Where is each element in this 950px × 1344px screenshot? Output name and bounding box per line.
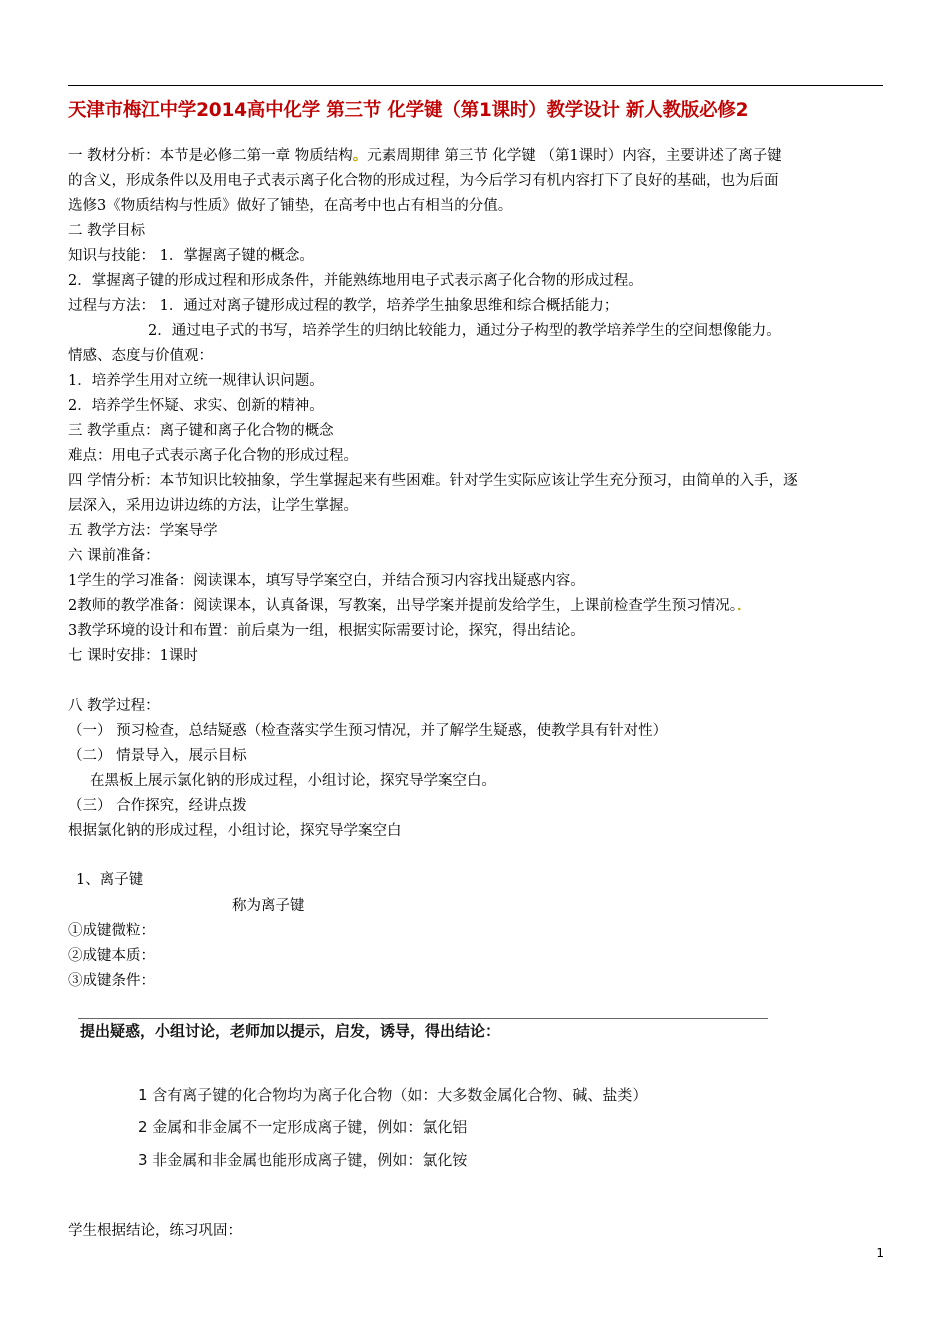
text-line: （一） 预习检查，总结疑惑（检查落实学生预习情况，并了解学生疑惑，使教学具有针对性） — [68, 723, 668, 739]
text-line: 知识与技能： 1．掌握离子键的概念。 — [68, 248, 314, 264]
subsection-heading: 1、离子键 — [76, 872, 144, 888]
document-title: 天津市梅江中学2014高中化学 第三节 化学键（第1课时）教学设计 新人教版必修2 — [68, 100, 749, 121]
section-heading: 六 课前准备： — [68, 548, 160, 564]
section-heading: 三 教学重点：离子键和离子化合物的概念 — [68, 423, 334, 439]
section-heading: 五 教学方法：学案导学 — [68, 523, 218, 539]
text-line: （二） 情景导入，展示目标 — [68, 748, 247, 764]
text-line: 称为离子键 — [232, 898, 305, 914]
text-line: 2．掌握离子键的形成过程和形成条件，并能熟练地用电子式表示离子化合物的形成过程。 — [68, 273, 643, 289]
text-line: 四 学情分析：本节知识比较抽象，学生掌握起来有些困难。针对学生实际应该让学生充分预习，由简单的入手，逐 — [68, 473, 798, 489]
text-line: 1学生的学习准备：阅读课本，填写导学案空白，并结合预习内容找出疑惑内容。 — [68, 573, 585, 589]
inset-heading: 提出疑惑，小组讨论，老师加以提示，启发，诱导，得出结论： — [80, 1022, 501, 1040]
text-line: ①成键微粒： — [68, 923, 155, 939]
text-line: 的含义，形成条件以及用电子式表示离子化合物的形成过程，为今后学习有机内容打下了良好的基础，也为后面 — [68, 173, 779, 189]
inset-item: 2 金属和非金属不一定形成离子键，例如：氯化铝 — [138, 1118, 468, 1136]
text-line: 3教学环境的设计和布置：前后桌为一组，根据实际需要讨论，探究，得出结论。 — [68, 623, 585, 639]
section-heading: 七 课时安排：1课时 — [68, 648, 198, 664]
text-line: ②成键本质： — [68, 948, 155, 964]
text-line: 选修3《物质结构与性质》做好了铺垫，在高考中也占有相当的分值。 — [68, 198, 513, 214]
text-line: 学生根据结论，练习巩固： — [68, 1223, 242, 1239]
inset-item: 1 含有离子键的化合物均为离子化合物（如：大多数金属化合物、碱、盐类） — [138, 1086, 648, 1104]
text-line: 2．通过电子式的书写，培养学生的归纳比较能力，通过分子构型的教学培养学生的空间想像能力。 — [148, 323, 781, 339]
text-line: 层深入，采用边讲边练的方法，让学生掌握。 — [68, 498, 358, 514]
text-line: 根据氯化钠的形成过程，小组讨论，探究导学案空白 — [68, 823, 402, 839]
embedded-image — [68, 1012, 768, 1192]
text-line: 情感、态度与价值观： — [68, 348, 213, 364]
highlight-mark: 。 — [352, 147, 368, 164]
text-line: ③成键条件： — [68, 973, 155, 989]
text-line: 过程与方法： 1．通过对离子键形成过程的教学，培养学生抽象思维和综合概括能力； — [68, 298, 619, 314]
text-line: 难点：用电子式表示离子化合物的形成过程。 — [68, 448, 358, 464]
text-line: 1．培养学生用对立统一规律认识问题。 — [68, 373, 324, 389]
inset-item: 3 非金属和非金属也能形成离子键，例如：氯化铵 — [138, 1151, 468, 1169]
text-line: 在黑板上展示氯化钠的形成过程，小组讨论，探究导学案空白。 — [90, 773, 496, 789]
header-rule — [68, 85, 883, 86]
highlight-mark: ． — [736, 597, 752, 614]
section-heading: 二 教学目标 — [68, 223, 146, 239]
text-line: 2教师的教学准备：阅读课本，认真备课，写教案，出导学案并提前发给学生，上课前检查学生预习情况。． — [68, 597, 752, 614]
inset-rule — [78, 1018, 768, 1019]
section-heading: 八 教学过程： — [68, 698, 160, 714]
page-number: 1 — [876, 1246, 884, 1260]
text-line: 一 教材分析：本节是必修二第一章 物质结构。元素周期律 第三节 化学键 （第1课时）内容，主要讲述了离子键 — [68, 147, 782, 164]
text-line: （三） 合作探究，经讲点拨 — [68, 798, 247, 814]
text-line: 2．培养学生怀疑、求实、创新的精神。 — [68, 398, 324, 414]
